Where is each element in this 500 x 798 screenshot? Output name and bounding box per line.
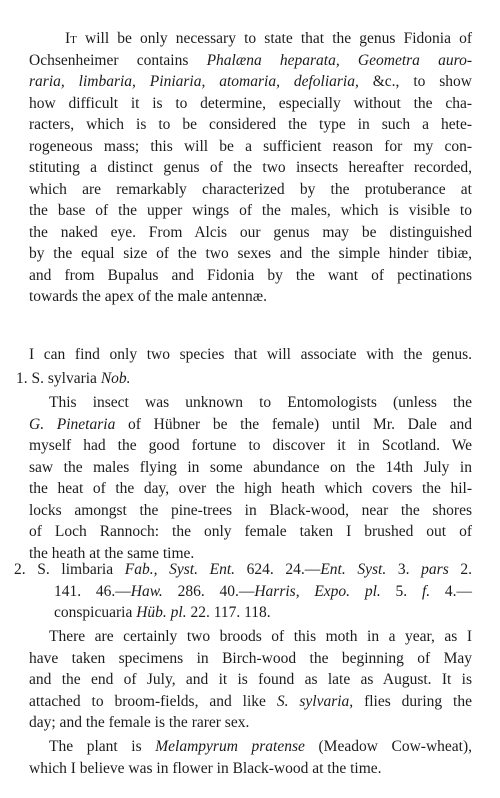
text-line <box>29 501 472 521</box>
text-segment: f. <box>421 582 431 600</box>
text-line <box>29 115 472 135</box>
text-segment: racters, which is to be considered the type in such a hete- <box>29 116 472 133</box>
text-segment: the base of the upper wings of the males, which is visible to <box>29 202 472 219</box>
text-line <box>29 649 472 669</box>
text-segment: stituting a distinct genus of the two insects hereafter recorded, <box>29 159 472 176</box>
text-segment: attached to broom-fields, and like <box>29 692 277 710</box>
text-segment: 22. 117. 118. <box>186 604 271 621</box>
text-segment: which I believe was in flower in Black-wood at the time. <box>29 759 382 777</box>
text-segment: 5. <box>380 582 422 600</box>
text-segment: It <box>65 30 77 47</box>
text-segment: S. sylvaria, <box>276 692 354 710</box>
text-segment: of Hübner be the female) until Mr. Dale and <box>115 415 472 433</box>
text-line <box>29 458 472 478</box>
text-line <box>29 692 472 712</box>
text-segment: conspicuaria <box>54 604 137 621</box>
text-line <box>29 345 472 365</box>
text-segment: Phalæna heparata, Geometra auro- <box>206 51 472 69</box>
text-segment: Ent. Syst. <box>320 561 387 578</box>
text-segment: raria, limbaria, Piniaria, atomaria, defoliaria, <box>29 73 359 90</box>
text-segment: G. Pinetaria <box>29 415 116 433</box>
text-segment: the heat of the day, over the high heath which covers the hil- <box>29 480 472 497</box>
text-segment: 2. <box>448 561 473 578</box>
text-line <box>29 137 472 157</box>
text-line <box>14 560 472 580</box>
text-segment: There are certainly two broods of this moth in a year, as I <box>49 628 472 645</box>
text-segment: &c., to show <box>358 73 472 90</box>
text-line <box>29 436 472 456</box>
text-line <box>29 479 472 499</box>
text-segment: will be only necessary to state that the genus Fidonia of <box>76 30 472 47</box>
text-line <box>29 670 472 690</box>
text-segment: how difficult it is to determine, especially without the cha- <box>29 94 472 112</box>
text-segment: which are remarkably characterized by the protuberance at <box>29 180 472 198</box>
text-segment: locks amongst the pine-trees in Black-wood, near the shores <box>29 501 472 519</box>
text-line <box>65 29 472 49</box>
text-line <box>29 759 382 779</box>
text-segment: 624. 24.— <box>235 561 321 578</box>
text-line <box>54 582 472 602</box>
text-segment: The plant is <box>49 738 156 755</box>
text-segment: the heath at the same time. <box>29 544 195 562</box>
text-segment: Nob. <box>100 370 131 387</box>
text-segment: and the end of July, and it is found as late as August. It is <box>29 671 472 688</box>
text-line <box>29 266 472 286</box>
text-segment: Melampyrum pratense <box>155 738 305 755</box>
text-line <box>16 369 131 389</box>
text-segment: saw the males flying in some abundance on the 14th July in <box>29 458 472 476</box>
text-line <box>29 713 249 733</box>
text-segment: day; and the female is the rarer sex. <box>29 714 250 731</box>
text-segment: 1. S. sylvaria <box>16 370 101 387</box>
text-segment: Haw. <box>130 582 163 600</box>
text-segment: I can find only two species that will associate with the genus. <box>29 346 472 363</box>
text-segment: have taken specimens in Birch-wood the beginning of May <box>29 649 472 667</box>
text-segment: 4.— <box>430 582 473 600</box>
text-segment: by the equal size of the two sexes and the simple hinder tibiæ, <box>29 245 472 262</box>
text-line <box>29 158 472 178</box>
text-line <box>29 223 472 243</box>
text-segment: 141. 46.— <box>54 582 131 600</box>
text-segment: Harris, Expo. pl. <box>254 582 381 600</box>
text-line <box>29 522 472 542</box>
text-line <box>29 201 472 221</box>
text-line <box>29 72 472 92</box>
text-line <box>49 393 472 413</box>
text-segment: towards the apex of the male antennæ. <box>29 288 268 305</box>
text-line <box>29 51 472 71</box>
text-segment: This insect was unknown to Entomologists (unless the <box>49 394 472 411</box>
text-line <box>29 180 472 200</box>
text-segment: and from Bupalus and Fidonia by the want of pectinations <box>29 266 472 284</box>
text-segment: myself had the good fortune to discover it in Scotland. We <box>29 437 472 454</box>
text-segment: rogeneous mass; this will be a sufficient reason for my con- <box>29 137 472 155</box>
text-segment: of Loch Rannoch: the only female taken I brushed out of <box>29 523 472 540</box>
text-segment: 286. 40.— <box>162 582 255 600</box>
text-segment: 3. <box>386 561 422 578</box>
text-line <box>29 94 472 114</box>
text-segment: Hüb. pl. <box>136 604 187 621</box>
text-line <box>29 244 472 264</box>
text-line <box>29 415 472 435</box>
text-segment: the naked eye. From Alcis our genus may be distinguished <box>29 223 472 241</box>
text-line <box>54 603 271 623</box>
text-line <box>29 287 267 307</box>
text-segment: flies during the <box>353 692 472 710</box>
text-segment: (Meadow Cow-wheat), <box>304 738 472 755</box>
text-line <box>49 627 472 647</box>
text-segment: pars <box>421 561 449 578</box>
text-segment: Fab., Syst. Ent. <box>124 561 235 578</box>
text-line <box>49 737 472 757</box>
text-segment: Ochsenheimer contains <box>29 51 207 69</box>
text-segment: 2. S. limbaria <box>14 561 125 578</box>
